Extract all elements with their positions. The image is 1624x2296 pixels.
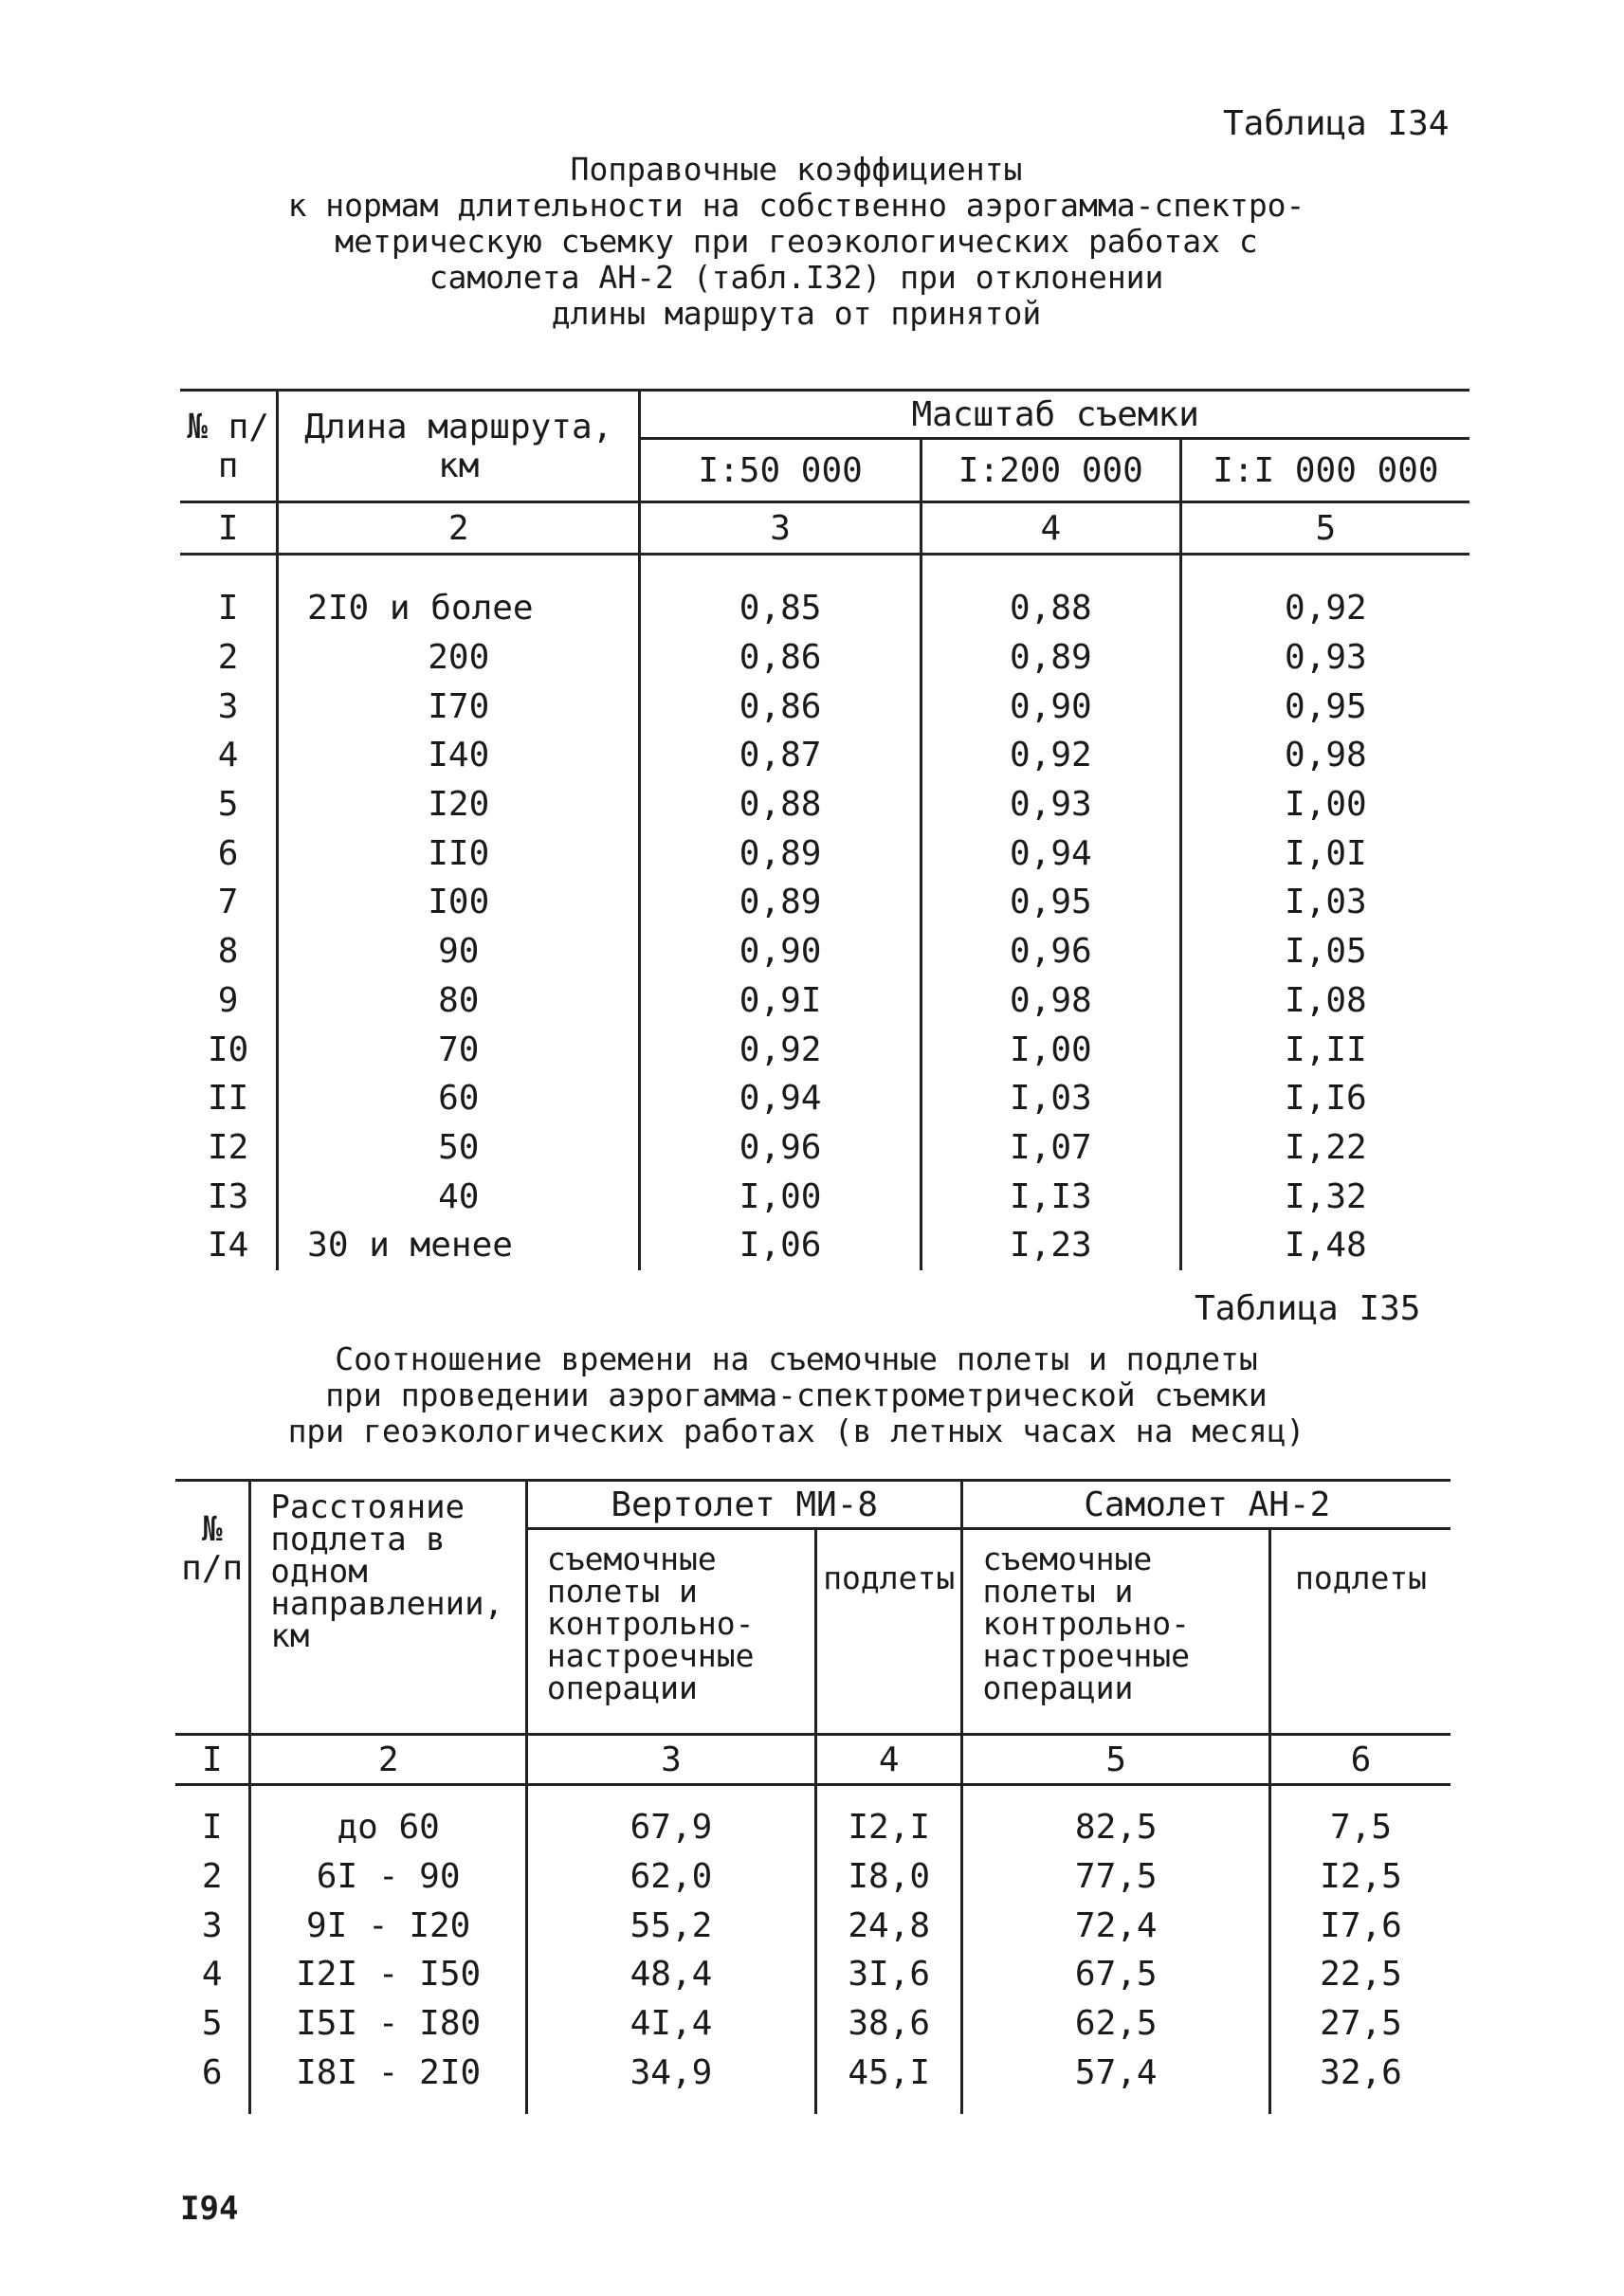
cell-length: I70 <box>278 682 640 731</box>
cell-num: 2 <box>201 1857 223 1897</box>
col-number: 5 <box>962 1735 1270 1785</box>
table-134 <box>180 389 1469 1270</box>
cell-distance: до 60 <box>250 1803 527 1852</box>
header-scale-1: I:50 000 <box>640 439 921 502</box>
cell-value: 0,86 <box>640 682 921 731</box>
cell-value: 77,5 <box>962 1852 1270 1902</box>
table-134-title <box>171 152 1422 332</box>
table-135-label: Таблица I35 <box>1195 1289 1421 1328</box>
cell-value: I7,6 <box>1270 1901 1451 1950</box>
cell-num: 4 <box>201 1955 223 1995</box>
title-line: Соотношение времени на съемочные полеты и подлеты <box>335 1340 1258 1377</box>
title-line: метрическую съемку при геоэкологических работах с <box>335 223 1258 260</box>
cell-num: 6 <box>201 2052 223 2092</box>
cell-length: II0 <box>278 829 640 878</box>
header-num: № п/п <box>175 1481 250 1735</box>
cell-value: I2,5 <box>1270 1852 1451 1902</box>
cell-num: 6 <box>217 833 239 873</box>
col-number: 2 <box>278 502 640 555</box>
cell-value: 62,0 <box>526 1852 815 1902</box>
cell-length: 90 <box>278 927 640 976</box>
col-number: 3 <box>526 1735 815 1785</box>
cell-distance: I5I - I80 <box>250 1999 527 2049</box>
cell-num: I0 <box>207 1030 249 1069</box>
header-scale-2: I:200 000 <box>921 439 1180 502</box>
cell-value: I,I6 <box>1180 1074 1469 1123</box>
table-row <box>180 682 1469 731</box>
cell-value: 67,5 <box>962 1950 1270 1999</box>
col-number: 4 <box>921 502 1180 555</box>
table-row <box>180 829 1469 878</box>
table-row <box>180 584 1469 633</box>
cell-value: 22,5 <box>1270 1950 1451 1999</box>
cell-value: 0,92 <box>1180 584 1469 633</box>
cell-value: 62,5 <box>962 1999 1270 2049</box>
header-scale-3: I:I 000 000 <box>1180 439 1469 502</box>
cell-value: 0,88 <box>640 780 921 829</box>
cell-value: 57,4 <box>962 2048 1270 2097</box>
cell-value: 0,90 <box>921 682 1180 731</box>
cell-value: I,08 <box>1180 976 1469 1026</box>
cell-value: 0,87 <box>640 731 921 780</box>
cell-distance: I8I - 2I0 <box>250 2048 527 2097</box>
cell-value: 38,6 <box>815 1999 961 2049</box>
cell-num: 3 <box>217 686 239 726</box>
cell-value: 0,94 <box>640 1074 921 1123</box>
header-approach-plane: подлеты <box>1270 1529 1451 1735</box>
cell-num: 3 <box>201 1905 223 1945</box>
cell-value: 48,4 <box>526 1950 815 1999</box>
title-line: при геоэкологических работах (в летных часах на месяц) <box>287 1412 1305 1449</box>
cell-value: 67,9 <box>526 1803 815 1852</box>
cell-value: I,03 <box>1180 878 1469 927</box>
cell-num: 5 <box>201 2004 223 2044</box>
table-row <box>175 1950 1451 1999</box>
table-row <box>180 1221 1469 1270</box>
cell-value: I,II <box>1180 1025 1469 1074</box>
cell-num: I <box>201 1808 223 1848</box>
table-row <box>175 1852 1451 1902</box>
cell-value: 0,95 <box>921 878 1180 927</box>
cell-length: 40 <box>278 1172 640 1221</box>
cell-length: 50 <box>278 1123 640 1173</box>
table-row <box>175 1803 1451 1852</box>
table-row <box>180 780 1469 829</box>
cell-num: I4 <box>207 1226 249 1266</box>
cell-value: 0,92 <box>921 731 1180 780</box>
cell-value: 0,89 <box>921 633 1180 683</box>
cell-value: I,05 <box>1180 927 1469 976</box>
cell-num: 5 <box>217 785 239 825</box>
table-135 <box>175 1479 1451 2114</box>
cell-distance: 9I - I20 <box>250 1901 527 1950</box>
header-survey-heli: съемочные полеты и контрольно-настроечные операции <box>526 1529 815 1735</box>
cell-value: I,I3 <box>921 1172 1180 1221</box>
cell-value: 32,6 <box>1270 2048 1451 2097</box>
title-line: к нормам длительности на собственно аэрогамма-спектро- <box>287 187 1305 224</box>
cell-value: 27,5 <box>1270 1999 1451 2049</box>
cell-value: I8,0 <box>815 1852 961 1902</box>
col-number: 5 <box>1180 502 1469 555</box>
cell-value: I,23 <box>921 1221 1180 1270</box>
table-135-title <box>171 1341 1422 1449</box>
cell-length: 2I0 и более <box>278 584 640 633</box>
cell-length: 80 <box>278 976 640 1026</box>
cell-value: 0,95 <box>1180 682 1469 731</box>
cell-num: 2 <box>217 638 239 678</box>
cell-value: I2,I <box>815 1803 961 1852</box>
cell-value: 0,89 <box>640 878 921 927</box>
col-number: 4 <box>815 1735 961 1785</box>
cell-length: 200 <box>278 633 640 683</box>
cell-value: 0,9I <box>640 976 921 1026</box>
header-approach-heli: подлеты <box>815 1529 961 1735</box>
cell-value: I,00 <box>640 1172 921 1221</box>
header-plane: Самолет АН-2 <box>962 1481 1451 1529</box>
cell-num: I3 <box>207 1176 249 1216</box>
cell-length: I00 <box>278 878 640 927</box>
table-row <box>180 731 1469 780</box>
cell-num: II <box>207 1079 249 1119</box>
cell-value: 0,90 <box>640 927 921 976</box>
header-survey-plane: съемочные полеты и контрольно-настроечные операции <box>962 1529 1270 1735</box>
cell-num: 9 <box>217 980 239 1020</box>
cell-value: I,22 <box>1180 1123 1469 1173</box>
col-number: 6 <box>1270 1735 1451 1785</box>
cell-value: I,07 <box>921 1123 1180 1173</box>
cell-value: 3I,6 <box>815 1950 961 1999</box>
title-line: самолета АН-2 (табл.I32) при отклонении <box>429 259 1164 296</box>
cell-value: I,48 <box>1180 1221 1469 1270</box>
cell-value: 82,5 <box>962 1803 1270 1852</box>
cell-value: 0,96 <box>921 927 1180 976</box>
cell-value: 0,94 <box>921 829 1180 878</box>
title-line: Поправочные коэффициенты <box>570 151 1023 188</box>
table-134-label: Таблица I34 <box>1223 104 1450 143</box>
cell-num: I <box>217 589 239 629</box>
cell-value: 0,88 <box>921 584 1180 633</box>
col-number: I <box>180 502 278 555</box>
title-line: длины маршрута от принятой <box>551 295 1042 332</box>
cell-value: I,03 <box>921 1074 1180 1123</box>
header-scale: Масштаб съемки <box>640 391 1469 439</box>
cell-num: 8 <box>217 932 239 972</box>
cell-value: I,00 <box>921 1025 1180 1074</box>
cell-value: I,00 <box>1180 780 1469 829</box>
cell-num: I2 <box>207 1127 249 1167</box>
table-row <box>180 976 1469 1026</box>
cell-value: 0,89 <box>640 829 921 878</box>
cell-num: 7 <box>217 883 239 922</box>
header-length: Длина маршрута, км <box>278 391 640 502</box>
table-row <box>180 878 1469 927</box>
cell-length: 30 и менее <box>278 1221 640 1270</box>
cell-value: 4I,4 <box>526 1999 815 2049</box>
page-number: I94 <box>180 2190 239 2228</box>
column-numbers-row <box>180 502 1469 555</box>
cell-value: I,06 <box>640 1221 921 1270</box>
cell-value: 0,93 <box>1180 633 1469 683</box>
table-row <box>180 633 1469 683</box>
cell-value: 0,93 <box>921 780 1180 829</box>
column-numbers-row <box>175 1735 1451 1785</box>
cell-length: 70 <box>278 1025 640 1074</box>
table-row <box>180 1074 1469 1123</box>
cell-value: 0,85 <box>640 584 921 633</box>
cell-length: 60 <box>278 1074 640 1123</box>
table-row <box>175 1901 1451 1950</box>
cell-value: 7,5 <box>1270 1803 1451 1852</box>
col-number: I <box>175 1735 250 1785</box>
header-num: № п/п <box>180 391 278 502</box>
cell-value: 0,98 <box>921 976 1180 1026</box>
table-row <box>175 2048 1451 2097</box>
cell-value: 72,4 <box>962 1901 1270 1950</box>
table-row <box>175 1999 1451 2049</box>
cell-value: 0,98 <box>1180 731 1469 780</box>
cell-value: I,0I <box>1180 829 1469 878</box>
col-number: 2 <box>250 1735 527 1785</box>
cell-value: 0,96 <box>640 1123 921 1173</box>
cell-distance: I2I - I50 <box>250 1950 527 1999</box>
cell-length: I40 <box>278 731 640 780</box>
cell-value: I,32 <box>1180 1172 1469 1221</box>
table-row <box>180 1123 1469 1173</box>
cell-num: 4 <box>217 736 239 775</box>
cell-value: 24,8 <box>815 1901 961 1950</box>
cell-value: 45,I <box>815 2048 961 2097</box>
table-row <box>180 1172 1469 1221</box>
header-distance: Расстояние подлета в одном направлении, км <box>250 1481 527 1735</box>
cell-value: 55,2 <box>526 1901 815 1950</box>
cell-value: 0,86 <box>640 633 921 683</box>
cell-distance: 6I - 90 <box>250 1852 527 1902</box>
table-row <box>180 927 1469 976</box>
title-line: при проведении аэрогамма-спектрометрической съемки <box>325 1376 1268 1413</box>
header-helicopter: Вертолет МИ-8 <box>526 1481 962 1529</box>
cell-length: I20 <box>278 780 640 829</box>
table-row <box>180 1025 1469 1074</box>
cell-value: 0,92 <box>640 1025 921 1074</box>
col-number: 3 <box>640 502 921 555</box>
cell-value: 34,9 <box>526 2048 815 2097</box>
